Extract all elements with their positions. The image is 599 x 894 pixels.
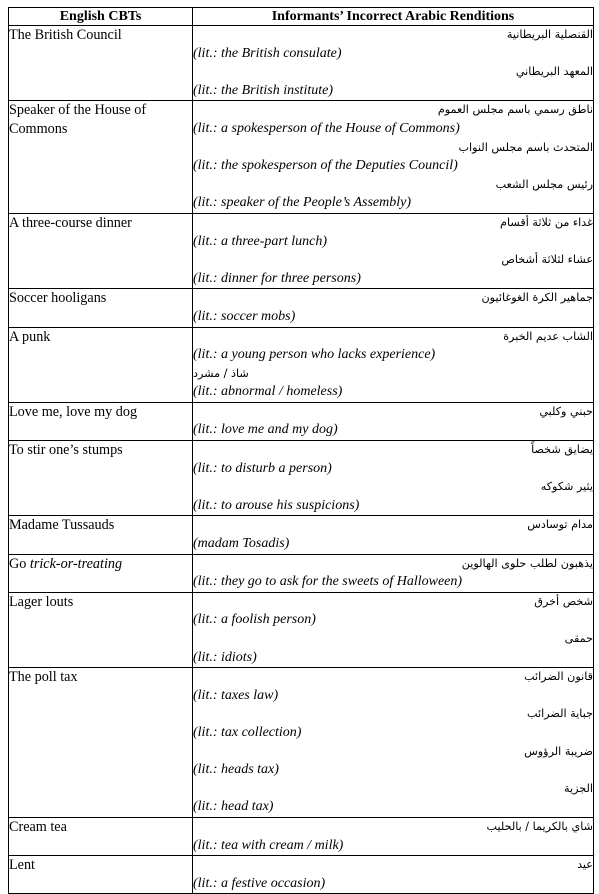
- arabic-renditions-cell: [193, 213, 594, 288]
- arabic-rendition: غداء من ثلاثة أقسام: [500, 215, 593, 229]
- table-row: [9, 516, 594, 554]
- arabic-rendition: الجزية: [563, 781, 593, 795]
- english-cbt-cell: [9, 554, 193, 592]
- literal-translation: (lit.: heads tax): [193, 762, 279, 778]
- arabic-rendition: المتحدث باسم مجلس النواب: [458, 140, 593, 154]
- table-row: [9, 554, 594, 592]
- arabic-rendition: ضريبة الرؤوس: [524, 744, 593, 758]
- arabic-rendition: يضايق شخصاً: [531, 443, 593, 457]
- english-cbt-cell: [9, 516, 193, 554]
- arabic-rendition: مدام توسادس: [527, 518, 593, 532]
- table-row: [9, 402, 594, 440]
- header-english-cbts: English CBTs: [9, 8, 193, 26]
- english-cbt-text: Speaker of the House of Commons: [9, 102, 147, 137]
- english-cbt-cell: [9, 289, 193, 327]
- arabic-rendition: عشاء لثلاثة أشخاص: [501, 253, 593, 267]
- english-cbt-cell: [9, 817, 193, 855]
- literal-translation: (lit.: a spokesperson of the House of Commons): [193, 120, 460, 136]
- arabic-renditions-cell: [193, 402, 594, 440]
- literal-translation: (lit.: dinner for three persons): [193, 270, 361, 286]
- english-cbt-text: Cream tea: [9, 818, 67, 835]
- table-row: [9, 101, 594, 214]
- literal-translation: (lit.: soccer mobs): [193, 308, 296, 324]
- table-row: [9, 817, 594, 855]
- literal-translation: (lit.: speaker of the People’s Assembly): [193, 195, 411, 211]
- arabic-renditions-cell: [193, 441, 594, 516]
- english-cbt-cell: [9, 668, 193, 818]
- arabic-rendition: عيد: [577, 858, 593, 872]
- english-cbt-text: Madame Tussauds: [9, 517, 115, 534]
- literal-translation: (lit.: a foolish person): [193, 612, 316, 628]
- english-cbt-cell: [9, 856, 193, 894]
- literal-translation: (lit.: a festive occasion): [193, 875, 326, 891]
- arabic-renditions-cell: [193, 26, 594, 101]
- arabic-rendition: شاي بالكريما / بالحليب: [486, 819, 593, 833]
- english-cbt-italic-part: trick-or-treating: [29, 555, 123, 572]
- literal-translation: (lit.: the British institute): [193, 82, 333, 98]
- english-cbt-text: A three-course dinner: [9, 214, 132, 231]
- table-row: [9, 289, 594, 327]
- english-cbt-cell: [9, 327, 193, 402]
- arabic-rendition: جماهير الكرة الغوغائيون: [481, 291, 593, 305]
- arabic-rendition: حبني وكلبي: [539, 404, 593, 418]
- table-row: [9, 668, 594, 818]
- literal-translation: (lit.: love me and my dog): [193, 422, 338, 438]
- english-cbt-text: A punk: [9, 328, 51, 345]
- literal-translation: (lit.: tax collection): [193, 724, 302, 740]
- header-row: [9, 8, 594, 26]
- cbt-table: [8, 7, 594, 894]
- literal-translation: (lit.: head tax): [193, 799, 274, 815]
- english-cbt-cell: [9, 402, 193, 440]
- english-cbt-cell: [9, 26, 193, 101]
- literal-translation: (madam Tosadis): [193, 536, 290, 552]
- arabic-renditions-cell: [193, 101, 594, 214]
- english-cbt-text: Lent: [9, 857, 35, 874]
- literal-translation: (lit.: a three-part lunch): [193, 233, 328, 249]
- arabic-renditions-cell: [193, 668, 594, 818]
- arabic-rendition: شخص أخرق: [534, 594, 593, 608]
- english-cbt-text: The poll tax: [9, 669, 78, 686]
- english-cbt-text: Love me, love my dog: [9, 403, 138, 420]
- english-cbt-text: Lager louts: [9, 593, 74, 610]
- arabic-rendition: المعهد البريطاني: [515, 65, 593, 79]
- literal-translation: (lit.: a young person who lacks experience): [193, 347, 436, 363]
- arabic-renditions-cell: [193, 554, 594, 592]
- english-cbt-cell: [9, 101, 193, 214]
- arabic-renditions-cell: [193, 592, 594, 667]
- header-arabic-renditions: Informants’ Incorrect Arabic Renditions: [193, 8, 594, 26]
- table-row: [9, 592, 594, 667]
- english-cbt-text: To stir one’s stumps: [9, 442, 123, 459]
- arabic-renditions-cell: [193, 327, 594, 402]
- table-row: [9, 856, 594, 894]
- arabic-rendition: الشاب عديم الخبرة: [503, 329, 593, 343]
- literal-translation: (lit.: tea with cream / milk): [193, 837, 344, 853]
- literal-translation: (lit.: abnormal / homeless): [193, 384, 343, 400]
- table-body: [9, 26, 594, 894]
- english-cbt-text: The British Council: [9, 27, 122, 43]
- arabic-renditions-cell: [193, 516, 594, 554]
- arabic-rendition: قانون الضرائب: [523, 670, 593, 684]
- english-cbt-cell: [9, 213, 193, 288]
- literal-translation: (lit.: taxes law): [193, 687, 279, 703]
- table-row: [9, 26, 594, 101]
- literal-translation: (lit.: the British consulate): [193, 45, 342, 61]
- english-cbt-cell: [9, 592, 193, 667]
- english-cbt-text: Soccer hooligans: [9, 290, 107, 307]
- arabic-rendition: يثير شكوكه: [540, 480, 593, 494]
- literal-translation: (lit.: to arouse his suspicions): [193, 497, 360, 513]
- literal-translation: (lit.: to disturb a person): [193, 460, 332, 476]
- arabic-rendition: يذهبون لطلب حلوى الهالوين: [461, 556, 593, 570]
- arabic-renditions-cell: [193, 289, 594, 327]
- literal-translation: (lit.: idiots): [193, 649, 257, 665]
- arabic-rendition: حمقى: [564, 632, 593, 645]
- arabic-renditions-cell: [193, 817, 594, 855]
- arabic-renditions-cell: [193, 856, 594, 894]
- table-row: [9, 441, 594, 516]
- arabic-rendition: جباية الضرائب: [527, 707, 593, 721]
- english-cbt-cell: [9, 441, 193, 516]
- arabic-rendition: القنصلية البريطانية: [506, 28, 593, 41]
- arabic-rendition: رئيس مجلس الشعب: [495, 177, 593, 191]
- table-row: [9, 327, 594, 402]
- arabic-rendition: شاذ / مشرد: [193, 366, 249, 380]
- literal-translation: (lit.: the spokesperson of the Deputies Council): [193, 158, 458, 174]
- arabic-rendition: ناطق رسمي باسم مجلس العموم: [437, 103, 593, 117]
- literal-translation: (lit.: they go to ask for the sweets of Halloween): [193, 574, 463, 590]
- table-row: [9, 213, 594, 288]
- english-cbt-part: Go: [9, 555, 30, 572]
